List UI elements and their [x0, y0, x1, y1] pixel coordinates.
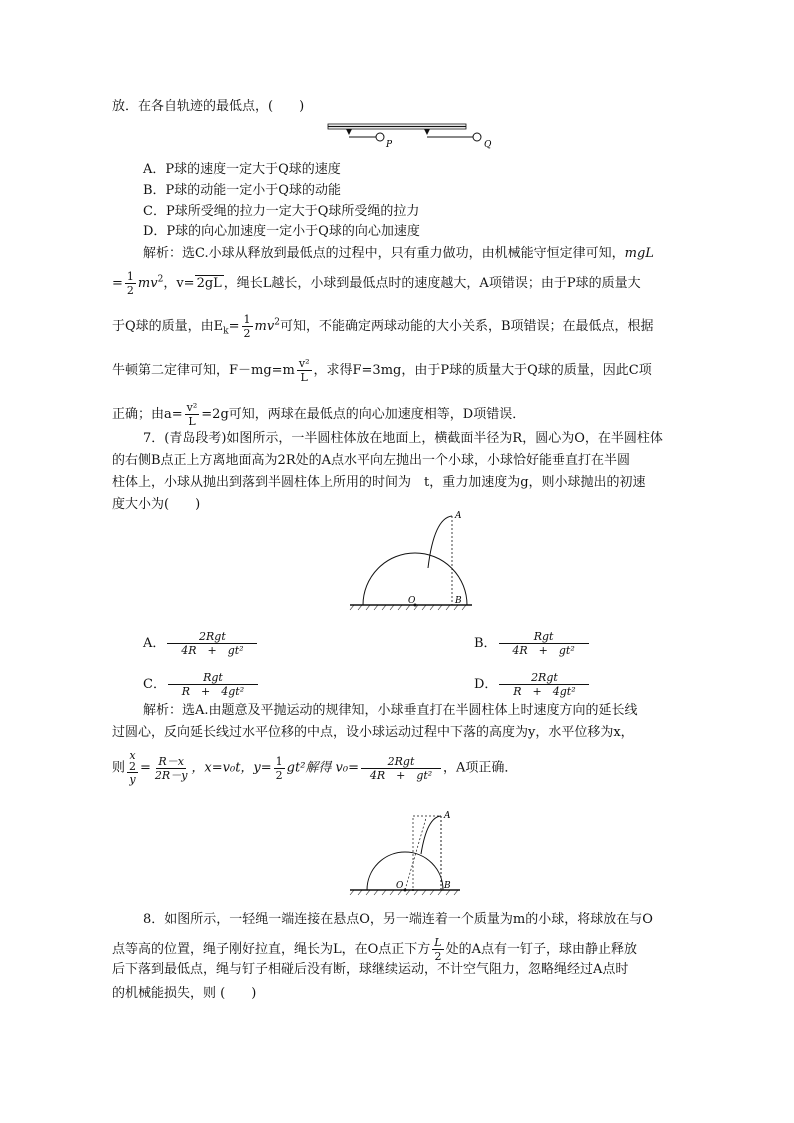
q8-stem-line1: 8．如图所示，一轻绳一端连接在悬点O，另一端连着一个质量为m的小球，将球放在与O [143, 912, 653, 927]
q6-label-q: Q [484, 140, 492, 150]
q7-stem-line2: 的右侧B点正上方离地面高为2R处的A点水平向左抛出一个小球，小球恰好能垂直打在半圆 [112, 453, 631, 468]
q6-solution-line2: = $\frac{1}{2}$ $mv^2$，v= 2gL ，绳长L越长，小球到最低点时的速度越大，A项错误；由于P球的质量大 [112, 270, 641, 297]
q7-option-b: B． $\frac{\text{Rgt}}{\text{4R + gt²}}$ [474, 630, 591, 657]
q7-solution-figure [350, 810, 475, 900]
q7-fig2-label-o: O [396, 881, 404, 891]
q7-figure [350, 510, 475, 615]
q7-label-a: A [455, 511, 462, 521]
q6-option-d: D．P球的向心加速度一定小于Q球的向心加速度 [143, 224, 420, 239]
q6-option-a: A．P球的速度一定大于Q球的速度 [143, 162, 341, 177]
q6-option-c: C．P球所受绳的拉力一定大于Q球所受绳的拉力 [143, 204, 420, 219]
q7-option-c: C． $\frac{\text{Rgt}}{\text{R + 4gt²}}$ [143, 671, 260, 698]
q7-label-o: O [408, 596, 416, 606]
q7-stem-line4: 度大小为( ) [112, 497, 201, 512]
q7-fig2-label-a: A [444, 811, 451, 821]
q7-solution-line3: 则 x 2 y = $\frac{R-x}{2R-y}$ ，x=v₀t，y= $\frac{1}{2}$ gt²解得 v₀= $\frac{\text{2Rgt}}{\text{4R + gt²}}$ ，A项正确． [112, 749, 518, 786]
q8-stem-line2: 点等高的位置，绳子刚好拉直，绳长为L，在O点正下方 $\frac{L}{2}$ 处的A点有一钉子，球由静止释放 [112, 936, 637, 963]
q6-option-b: B．P球的动能一定小于Q球的动能 [143, 183, 341, 198]
q8-stem-line4: 的机械能损失，则 ( ) [112, 986, 257, 1001]
q7-fig2-label-b: B [444, 881, 451, 891]
q7-solution-line2: 过圆心，反向延长线过水平位移的中点，设小球运动过程中下落的高度为y，水平位移为x， [112, 725, 634, 740]
q7-option-d: D． $\frac{\text{2Rgt}}{\text{R + 4gt²}}$ [474, 671, 591, 698]
q7-stem-line1: 7．(青岛段考)如图所示，一半圆柱体放在地面上，横截面半径为R，圆心为O，在半圆柱体 [143, 431, 663, 446]
q6-solution-line5: 正确；由a= $\frac{\text{v²}}{L}$ =2g可知，两球在最低点的向心加速度相等，D项错误． [112, 401, 526, 428]
q6-solution-line1: 解析：选C.小球从释放到最低点的过程中，只有重力做功，由机械能守恒定律可知，mgL [143, 246, 654, 261]
q6-figure [328, 124, 498, 154]
q7-option-a: A． $\frac{\text{2Rgt}}{\text{4R + gt²}}$ [143, 630, 259, 657]
q6-label-p: P [386, 140, 393, 150]
q7-label-b: B [455, 596, 462, 606]
q7-solution-line1: 解析：选A.由题意及平抛运动的规律知，小球垂直打在半圆柱体上时速度方向的延长线 [143, 703, 638, 718]
q6-solution-line3: 于Q球的质量，由$E_k=$ $\frac{1}{2}$ $mv^2$可知，不能确定两球动能的大小关系，B项错误；在最低点，根据 [112, 313, 654, 340]
q8-stem-line3: 后下落到最低点，绳与钉子相碰后没有断，球继续运动，不计空气阻力，忽略绳经过A点时 [112, 962, 629, 977]
q7-stem-line3: 柱体上，小球从抛出到落到半圆柱体上所用的时间为 t，重力加速度为g，则小球抛出的初速 [112, 475, 646, 490]
q6-solution-line4: 牛顿第二定律可知，F－mg=m $\frac{\text{v²}}{L}$ ，求得F=3mg，由于P球的质量大于Q球的质量，因此C项 [112, 357, 652, 384]
q6-stem-tail: 放．在各自轨迹的最低点，( ) [112, 99, 305, 114]
